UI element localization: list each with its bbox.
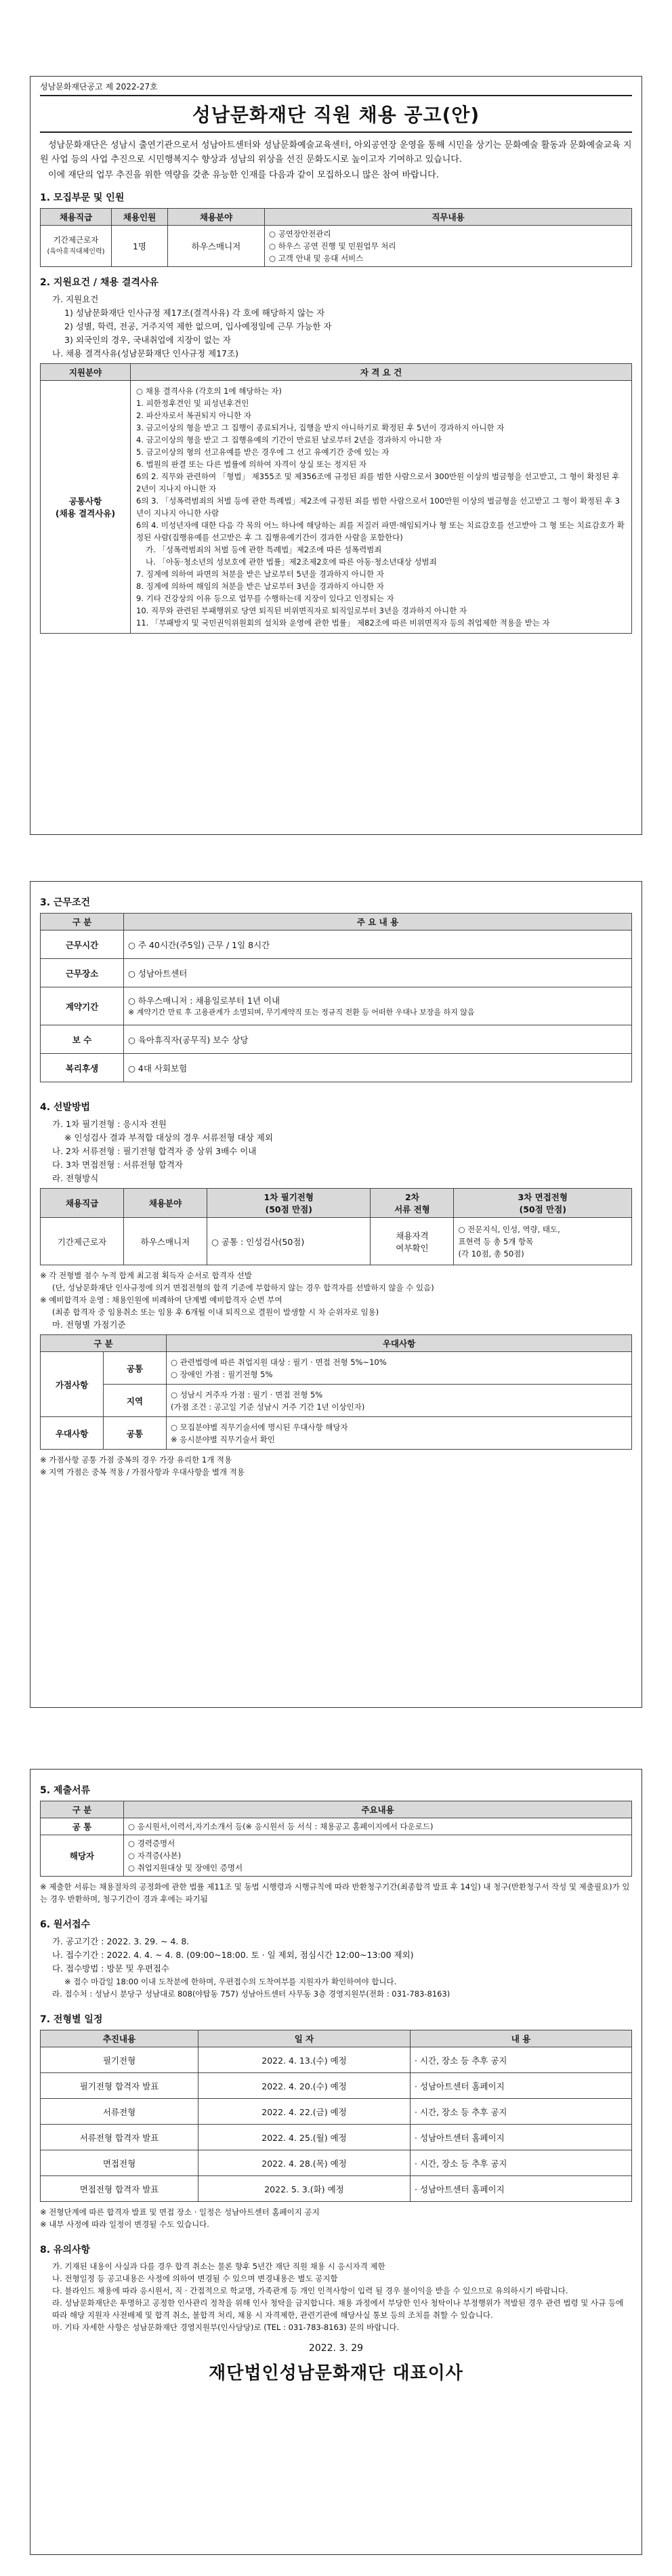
grade-cell — [41, 226, 112, 267]
page-title: 성남문화재단 직원 채용 공고(안) — [40, 95, 632, 133]
table-row — [41, 2099, 632, 2125]
issuer-name: 재단법인성남문화재단 대표이사 — [209, 2363, 463, 2384]
row-value: ○ 경력증명서 ○ 자격증(사본) ○ 취업지원대상 및 장애인 증명서 — [124, 1835, 632, 1877]
table-header: 자 격 요 건 — [131, 364, 632, 381]
schedule-detail: · 성남아트센터 홈페이지 — [411, 2125, 632, 2150]
list-item: 6의 3. 「성폭력범죄의 처벌 등에 관한 특례법」제2조에 규정된 죄를 범한 사람으로서 100만원 이상의 벌금형을 선고받고 그 형이 확정된 후 3년이 지나지 아니한 사람 — [136, 496, 620, 518]
table-header-row — [41, 914, 632, 931]
table-header: 추진내용 — [41, 2030, 198, 2047]
table-header: 주요내용 — [124, 1801, 632, 1818]
schedule-date: 2022. 4. 28.(목) 예정 — [198, 2150, 411, 2176]
list-item: ○ 채용 결격사유 (각호의 1에 해당하는 자) — [136, 386, 282, 396]
bonus-sub: 공통 — [104, 1417, 167, 1450]
table-row — [41, 931, 632, 959]
table-header: 직무내용 — [265, 209, 632, 226]
table-header: 3차 면접전형 (50점 만점) — [454, 1189, 632, 1218]
apply-line: 가. 공고기간 : 2022. 3. 29. ~ 4. 8. — [52, 1936, 190, 1946]
row-value: ○ 성남아트센터 — [124, 959, 632, 987]
table-header: 채용분야 — [168, 209, 265, 226]
table-header: 구 분 — [41, 1801, 124, 1818]
selection-line: 가. 1차 필기전형 : 응시자 전원 — [52, 1119, 167, 1129]
row-note: ※ 계약기간 만료 후 고용관계가 소멸되며, 무기계약직 또는 정규직 전환 등 어떠한 우대나 보장을 하지 않음 — [128, 1007, 475, 1017]
schedule-date: 2022. 4. 20.(수) 예정 — [198, 2073, 411, 2099]
note-line: 마. 전형별 가점기준 — [52, 1320, 126, 1330]
table-header: 내 용 — [411, 2030, 632, 2047]
intro-paragraph-1: 성남문화재단은 성남시 출연기관으로서 성남아트센터와 성남문화예술교육센터, 아외공연장 운영을 통해 시민을 상기는 문화예술 활동과 문화예술교육 지원 사업 등의 사업 추진으로 시민행복지수 향상과 성남의 위상을 선진 문화도시로 높이고자 기여하고 있습니다. — [40, 140, 632, 165]
table-header: 1차 필기전형 (50점 만점) — [207, 1189, 371, 1218]
row-key: 근무장소 — [41, 959, 124, 987]
schedule-table — [40, 2030, 632, 2202]
schedule-detail: · 성남아트센터 홈페이지 — [411, 2073, 632, 2099]
notice-number: 성남문화재단공고 제 2022-27호 — [40, 82, 158, 91]
selection-line: 다. 3차 면접전형 : 서류전형 합격자 — [52, 1160, 183, 1170]
schedule-date: 2022. 4. 22.(금) 예정 — [198, 2099, 411, 2125]
section-1-heading: 1. 모집부문 및 인원 — [40, 192, 125, 203]
caution-line: 다. 블라인드 채용에 따라 응시원서, 직 · 간접적으로 학교명, 가족관계 등 개인 인적사항이 입력 될 경우 불이익을 받을 수 있으므로 유의하시기 바랍니다. — [52, 2286, 568, 2295]
documents-table — [40, 1801, 632, 1877]
grade-note: (육아휴직대체인력) — [47, 248, 105, 255]
selection-line: 라. 전형방식 — [52, 1173, 99, 1183]
schedule-step: 서류전형 — [41, 2099, 198, 2125]
list-item: 4. 금고이상의 형을 받고 그 집행유예의 기간이 만료된 날로부터 2년을 경과하지 아니한 자 — [136, 435, 442, 445]
bonus-sub: 공통 — [104, 1352, 167, 1385]
list-item: 2. 파산자로서 복권되지 아니한 자 — [136, 411, 252, 420]
note-line: ※ 가점사항 공통 가점 중복의 경우 가장 유리한 1개 적용 — [40, 1455, 232, 1465]
caution-line: 나. 전형일정 등 공고내용은 사정에 의하여 변경될 수 있으며 변경내용은 별도 공지함 — [52, 2274, 338, 2283]
schedule-detail: · 성남아트센터 홈페이지 — [411, 2176, 632, 2202]
recruit-table — [40, 208, 632, 267]
table-header-row — [41, 1801, 632, 1818]
table-row — [41, 1385, 632, 1417]
list-item: 1. 피한정후견인 및 피성년후견인 — [136, 398, 249, 408]
row-value: ○ 4대 사회보험 — [124, 1054, 632, 1082]
list-item: 6의 4. 미성년자에 대한 다음 각 목의 어느 하나에 해당하는 죄를 저질러 파면·해임되거나 형 또는 치료감호를 선고받아 그 형 또는 치료감호가 확정된 사람(집행유예를 선고받은 후 그 집행유예기간이 경과한 사람을 포함한다) — [136, 520, 625, 542]
field-cell: 하우스매니저 — [168, 226, 265, 267]
note-line: ※ 제출한 서류는 채용절차의 공정화에 관한 법률 제11조 및 동법 시행령과 시행규칙에 따라 반환청구기간(최종합격 발표 후 14일) 내 청구(반환청구서 작성 및 제출필요)가 있는 경우 반환하며, 청구기간이 경과 후에는 파기됨 — [40, 1882, 630, 1904]
schedule-detail: · 시간, 장소 등 추후 공지 — [411, 2047, 632, 2073]
table-row — [41, 1835, 632, 1877]
schedule-step: 서류전형 합격자 발표 — [41, 2125, 198, 2150]
bonus-table — [40, 1334, 632, 1450]
table-header: 채용직급 — [41, 209, 112, 226]
table-row — [41, 2150, 632, 2176]
bonus-group: 우대사항 — [41, 1417, 104, 1450]
table-header: 지원분야 — [41, 364, 131, 381]
row-value: ○ 육아휴직자(공무직) 보수 상당 — [124, 1025, 632, 1054]
disqualify-label: 나. 채용 결격사유(성남문화재단 인사규정 제17조) — [52, 348, 238, 359]
disqualify-table — [40, 363, 632, 634]
method-table — [40, 1188, 632, 1265]
page-3 — [30, 1769, 642, 2555]
table-row — [41, 1417, 632, 1450]
page-2-content — [40, 887, 632, 1478]
row-value-group — [124, 987, 632, 1025]
bonus-text: ○ 모집분야별 직무기술서에 명시된 우대사항 해당자 ※ 응시분야별 직무기술서 확인 — [167, 1417, 632, 1450]
list-item: 8. 징계에 의하여 해임의 처분을 받은 날로부터 3년을 경과하지 아니한 자 — [136, 581, 384, 591]
caution-line: 라. 성남문화재단은 투명하고 공정한 인사관리 정착을 위해 인사 청탁을 금지합니다. 채용 과정에서 부당한 인사 청탁이나 부정행위가 적발된 경우 관련 법령 및 사규 등에 따라 해당 지원자 사전배제 및 합격 취소, 불합격 처리, 채용 시 자격제한, 관련기관에 해당사실 통보 등의 조치를 취할 수 있습니다. — [52, 2298, 624, 2320]
schedule-step: 면접전형 — [41, 2150, 198, 2176]
page-2 — [30, 881, 642, 1708]
list-item: 3. 금고이상의 형을 받고 그 집행이 종료되거나, 집행을 받지 아니하기로 확정된 후 5년이 경과하지 아니한 자 — [136, 423, 505, 432]
caution-line: 마. 기타 자세한 사항은 성남문화재단 경영지원부(인사담당)로 (TEL : 031-783-8163) 문의 바랍니다. — [52, 2323, 400, 2332]
apply-line: 나. 접수기간 : 2022. 4. 4. ~ 4. 8. (09:00~18:00. 토 · 일 제외, 점심시간 12:00~13:00 제외) — [52, 1950, 414, 1960]
table-row — [41, 1054, 632, 1082]
page-1-content — [40, 81, 632, 634]
row-key: 근무시간 — [41, 931, 124, 959]
written-cell: ○ 공통 : 인성검사(50점) — [207, 1218, 371, 1265]
table-header-row — [41, 1335, 632, 1352]
table-row — [41, 1818, 632, 1835]
table-header: 주 요 내 용 — [124, 914, 632, 931]
section-4-heading: 4. 선발방법 — [40, 1102, 91, 1113]
caution-line: 가. 기재된 내용이 사실과 다를 경우 합격 취소는 물론 향후 5년간 재단 직원 채용 시 응시자격 제한 — [52, 2262, 385, 2271]
note-line: (최종 합격자 중 임용취소 또는 임용 후 6개월 이내 퇴직으로 결원이 발생할 시 차 순위자로 임용) — [52, 1307, 379, 1317]
schedule-date: 2022. 4. 25.(월) 예정 — [198, 2125, 411, 2150]
table-header-row — [41, 1189, 632, 1218]
list-item: 나. 「아동·청소년의 성보호에 관한 법률」제2조제2호에 따른 아동·청소년대상 성범죄 — [146, 557, 437, 567]
duty-cell — [265, 226, 632, 267]
row-value: ○ 응시원서,이력서,자기소개서 등(※ 응시원서 등 서식 : 채용공고 홈페이지에서 다운로드) — [124, 1818, 632, 1835]
section-6-heading: 6. 원서접수 — [40, 1919, 91, 1930]
common-label: 공통사항 — [68, 496, 102, 506]
table-row — [41, 2073, 632, 2099]
common-cell — [41, 381, 131, 634]
requirements-label: 가. 지원요건 — [52, 294, 99, 304]
table-header: 구 분 — [41, 1335, 167, 1352]
page-3-content — [40, 1775, 632, 2384]
note-line: ※ 내부 사정에 따라 일정이 변경될 수도 있습니다. — [40, 2220, 209, 2229]
list-item: 9. 기타 건강상의 이유 등으로 업무를 수행하는데 지장이 있다고 인정되는 자 — [136, 594, 394, 603]
note-line: (단, 성남문화재단 인사규정에 의거 면접전형의 합격 기준에 부합하지 않는 경우 합격자를 선발하지 않을 수 있음) — [52, 1283, 434, 1292]
apply-line: 다. 접수방법 : 방문 및 우편접수 — [52, 1963, 169, 1974]
duty-item: ○ 공연장안전관리 — [269, 229, 331, 239]
table-row — [41, 226, 632, 267]
table-header-row — [41, 209, 632, 226]
row-value: ○ 주 40시간(주5일) 근무 / 1일 8시간 — [124, 931, 632, 959]
note-line: ※ 지역 가점은 중복 적용 / 가점사항과 우대사항을 별개 적용 — [40, 1467, 245, 1477]
table-row — [41, 2047, 632, 2073]
table-header: 2차 서류 전형 — [371, 1189, 454, 1218]
row-value: ○ 하우스매니저 : 채용일로부터 1년 이내 — [128, 995, 280, 1006]
table-row — [41, 987, 632, 1025]
row-key: 보 수 — [41, 1025, 124, 1054]
schedule-date: 2022. 5. 3.(화) 예정 — [198, 2176, 411, 2202]
grade-cell: 기간제근로자 — [41, 1218, 124, 1265]
schedule-date: 2022. 4. 13.(수) 예정 — [198, 2047, 411, 2073]
table-row — [41, 1025, 632, 1054]
field-cell: 하우스매니저 — [124, 1218, 207, 1265]
list-item: 6의 2. 직무와 관련하여 「형법」 제355조 및 제356조에 규정된 죄를 범한 사람으로서 300만원 이상의 벌금형을 선고받고, 그 형이 확정된 후 2년이 지나지 아니한 자 — [136, 472, 620, 493]
duty-item: ○ 고객 안내 및 응대 서비스 — [269, 253, 364, 263]
duty-item: ○ 하우스 공연 진행 및 민원업무 처리 — [269, 241, 396, 251]
section-2-heading: 2. 지원요건 / 채용 결격사유 — [40, 277, 159, 288]
table-header: 일 자 — [198, 2030, 411, 2047]
interview-cell: ○ 전문지식, 인성, 역량, 태도, 표현력 등 총 5개 항목 (각 10점, 총 50점) — [454, 1218, 632, 1265]
section-8-heading: 8. 유의사항 — [40, 2245, 91, 2255]
list-item: 11. 「부패방지 및 국민권익위원회의 설치와 운영에 관한 법률」 제82조에 따른 비위면직자 등의 취업제한 적용을 받는 자 — [136, 618, 550, 628]
selection-line: 나. 2차 서류전형 : 필기전형 합격자 중 상위 3배수 이내 — [52, 1146, 257, 1156]
apply-line: 라. 접수처 : 성남시 분당구 성남대로 808(야탑동 757) 성남아트센터 사무동 3층 경영지원부(전화 : 031-783-8163) — [52, 1989, 450, 1999]
row-key: 공 통 — [41, 1818, 124, 1835]
table-row — [41, 1218, 632, 1265]
table-header: 채용인원 — [112, 209, 168, 226]
conditions-table — [40, 913, 632, 1082]
section-7-heading: 7. 전형별 일정 — [40, 2014, 103, 2025]
schedule-detail: · 시간, 장소 등 추후 공지 — [411, 2099, 632, 2125]
row-key: 계약기간 — [41, 987, 124, 1025]
intro-paragraph-2: 이에 재단의 업무 추진을 위한 역량을 갖춘 유능한 인재를 다음과 같이 모집하오니 많은 참여 바랍니다. — [48, 170, 439, 180]
bonus-group: 가점사항 — [41, 1352, 104, 1417]
table-row — [41, 1352, 632, 1385]
schedule-step: 필기전형 합격자 발표 — [41, 2073, 198, 2099]
list-item: 6. 법원의 판결 또는 다른 법률에 의하여 자격이 상실 또는 정지된 자 — [136, 459, 367, 469]
list-item: 7. 징계에 의하여 파면의 처분을 받은 날로부터 5년을 경과하지 아니한 자 — [136, 569, 384, 579]
table-row — [41, 2176, 632, 2202]
requirement-item: 2) 성별, 학력, 전공, 거주지역 제한 없으며, 입사예정일에 근무 가능한 자 — [64, 321, 332, 331]
bonus-sub: 지역 — [104, 1385, 167, 1417]
schedule-step: 면접전형 합격자 발표 — [41, 2176, 198, 2202]
table-header-row — [41, 364, 632, 381]
page-1 — [30, 76, 642, 835]
section-3-heading: 3. 근무조건 — [40, 897, 91, 908]
list-item: 5. 금고이상의 형의 선고유예를 받은 경우에 그 선고 유예기간 중에 있는 자 — [136, 447, 390, 457]
bonus-text: ○ 관련법령에 따른 취업지원 대상 : 필기 · 면접 전형 5%~10% ○ 장애인 가점 : 필기전형 5% — [167, 1352, 632, 1385]
schedule-step: 필기전형 — [41, 2047, 198, 2073]
schedule-detail: · 시간, 장소 등 추후 공지 — [411, 2150, 632, 2176]
apply-line: ※ 접수 마감일 18:00 이내 도착분에 한하며, 우편접수의 도착여부를 지원자가 확인하여야 합니다. — [64, 1977, 397, 1986]
section-5-heading: 5. 제출서류 — [40, 1785, 91, 1796]
note-line: ※ 각 전형별 점수 누적 합계 최고점 획득자 순서로 합격자 선발 — [40, 1271, 252, 1280]
table-header-row — [41, 2030, 632, 2047]
requirement-item: 3) 외국인의 경우, 국내취업에 지장이 없는 자 — [64, 335, 231, 345]
note-line: ※ 예비합격자 운영 : 채용인원에 비례하여 단계별 예비합격자 순번 부여 — [40, 1295, 282, 1305]
disqualify-list — [131, 381, 632, 634]
selection-line: ※ 인성검사 결과 부적합 대상의 경우 서류전형 대상 제외 — [64, 1132, 273, 1143]
notice-date: 2022. 3. 29 — [308, 2343, 364, 2354]
table-header: 채용직급 — [41, 1189, 124, 1218]
table-header: 채용분야 — [124, 1189, 207, 1218]
table-header: 우대사항 — [167, 1335, 632, 1352]
requirement-item: 1) 성남문화재단 인사규정 제17조(결격사유) 각 호에 해당하지 않는 자 — [64, 308, 325, 318]
grade-label: 기간제근로자 — [53, 235, 99, 245]
document-cell: 채용자격 여부확인 — [371, 1218, 454, 1265]
table-header: 구 분 — [41, 914, 124, 931]
list-item: 가. 「성폭력범죄의 처벌 등에 관한 특례법」제2조에 따른 성폭력범죄 — [146, 545, 382, 554]
row-key: 복리후생 — [41, 1054, 124, 1082]
table-row — [41, 381, 632, 634]
note-line: ※ 전형단계에 따른 합격자 발표 및 면접 장소 · 일정은 성남아트센터 홈페이지 공지 — [40, 2207, 320, 2217]
row-key: 해당자 — [41, 1835, 124, 1877]
bonus-text: ○ 성남시 거주자 가점 : 필기 · 면접 전형 5% (가점 조건 : 공고일 기준 성남시 거주 기간 1년 이상인자) — [167, 1385, 632, 1417]
common-sublabel: (채용 결격사유) — [55, 508, 116, 518]
list-item: 10. 직무와 관련된 부패행위로 당연 퇴직된 비위면직자로 퇴직일로부터 3년을 경과하지 아니한 자 — [136, 606, 467, 615]
count-cell: 1명 — [112, 226, 168, 267]
table-row — [41, 2125, 632, 2150]
table-row — [41, 959, 632, 987]
